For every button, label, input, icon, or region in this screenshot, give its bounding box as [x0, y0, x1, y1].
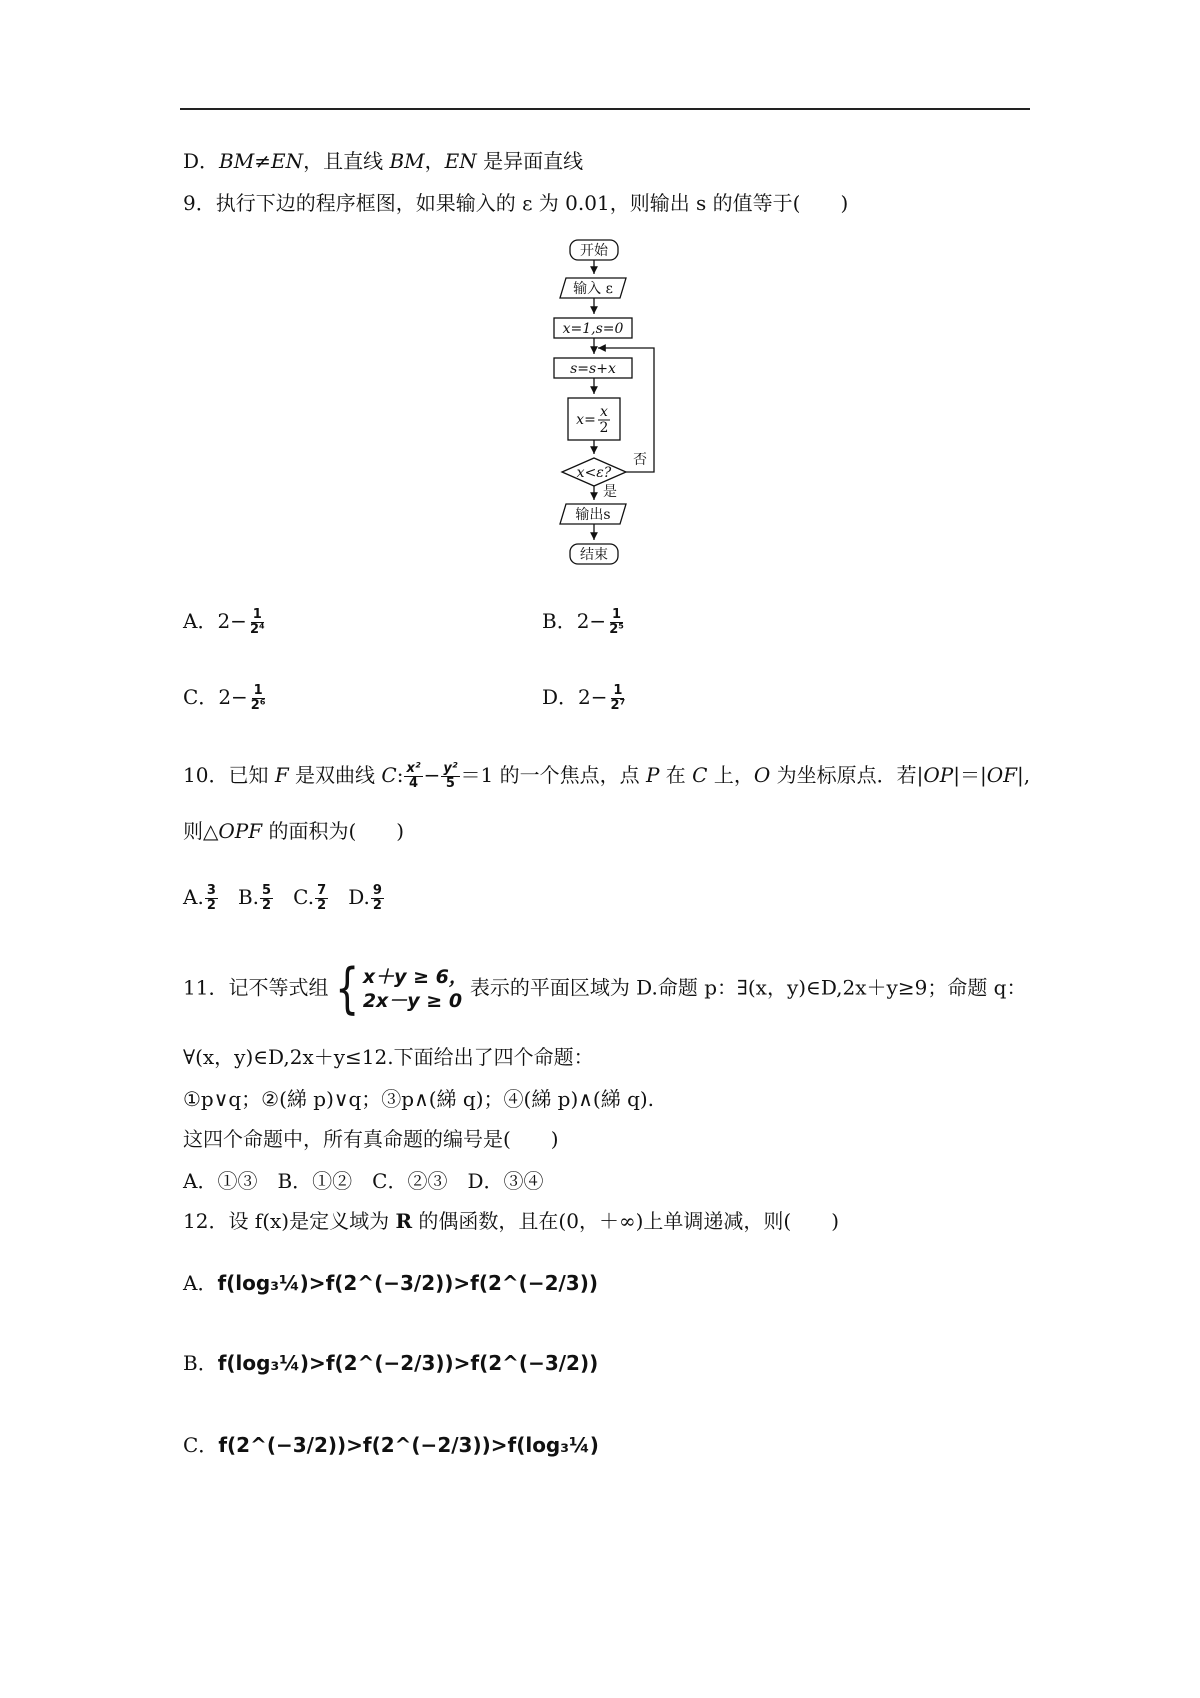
flow-input-text: 输入 ε — [573, 281, 613, 297]
q9-option-a — [183, 608, 268, 637]
text: |＝| — [953, 763, 987, 787]
denominator: 2⁴ — [249, 622, 265, 637]
q11-stem-line1 — [183, 957, 1027, 1020]
flow-update-x-num: x — [600, 404, 608, 420]
text: 是异面直线 — [476, 149, 584, 173]
numerator: y² — [443, 761, 458, 776]
math-text: 2− — [217, 609, 247, 633]
fraction — [315, 884, 328, 913]
math-text: OPF — [218, 819, 263, 843]
fraction — [248, 608, 267, 637]
text: ，且直线 — [303, 149, 390, 173]
option-label: A． — [183, 609, 218, 633]
q11-question: 这四个命题中，所有真命题的编号是( ) — [183, 1127, 559, 1151]
numerator: 9 — [372, 883, 382, 898]
math-expression: f(2^(−3/2))>f(2^(−2/3))>f(log₃¼) — [218, 1433, 599, 1457]
fraction — [404, 762, 422, 791]
numerator: 1 — [612, 607, 622, 622]
option-label: B． — [183, 1351, 218, 1375]
option-label: D. — [348, 885, 370, 909]
q12-option-a — [183, 1270, 598, 1296]
denominator: 2⁶ — [250, 698, 266, 713]
option-label: B． — [542, 609, 577, 633]
flow-yes-label: 是 — [603, 484, 617, 500]
option-label: C． — [183, 1433, 219, 1457]
math-expression: f(log₃¼)>f(2^(−2/3))>f(2^(−3/2)) — [217, 1351, 599, 1375]
text: 表示的平面区域为 D.命题 p：∃(x，y)∈D,2x＋y≥9；命题 q： — [469, 975, 1027, 1000]
math-text: BM — [219, 149, 255, 173]
option-label: D． — [542, 685, 579, 709]
fraction — [205, 884, 218, 913]
math-text: OP — [923, 763, 954, 787]
text: 为坐标原点．若| — [770, 763, 924, 787]
q9-option-c — [183, 684, 269, 713]
text: 上， — [707, 763, 754, 787]
denominator: 5 — [445, 776, 455, 791]
q9-flowchart — [540, 232, 710, 568]
q12-option-c — [183, 1432, 599, 1458]
numerator: 1 — [253, 683, 263, 698]
flow-cond-text: x<ε? — [576, 465, 612, 481]
flow-start-text: 开始 — [580, 243, 608, 259]
inequality-2: 2x－y ≥ 0 — [362, 990, 463, 1012]
denominator: 4 — [409, 776, 419, 791]
fraction — [371, 884, 384, 913]
text: : — [396, 763, 404, 787]
q11-propositions: ①p∨q；②(綈 p)∨q；③p∧(綈 q)；④(綈 p)∧(綈 q). — [183, 1087, 655, 1111]
q9-option-d — [542, 684, 628, 713]
text: 则△ — [183, 819, 219, 843]
text: 的偶函数，且在(0，＋∞)上单调递减，则( ) — [412, 1209, 840, 1233]
q12-option-b — [183, 1350, 598, 1376]
q9-option-b — [542, 608, 627, 637]
math-text: EN — [444, 149, 477, 173]
text: 是双曲线 — [288, 763, 382, 787]
math-symbol: ≠ — [254, 149, 271, 173]
text: 11．记不等式组 — [183, 975, 329, 1000]
q9-stem: 9．执行下边的程序框图，如果输入的 ε 为 0.01，则输出 s 的值等于( ) — [183, 191, 849, 215]
q11-options: A．①③ B．①② C．②③ D．③④ — [183, 1169, 544, 1193]
option-label: A． — [183, 1271, 218, 1295]
math-text: BM — [389, 149, 425, 173]
text: 的面积为( ) — [262, 819, 405, 843]
flow-init-text: x=1,s=0 — [562, 321, 624, 337]
math-text: O — [753, 763, 771, 787]
text: |, — [1016, 763, 1031, 787]
flow-update-x-den: 2 — [599, 420, 609, 436]
math-text: F — [274, 763, 289, 787]
flow-end-text: 结束 — [580, 547, 608, 563]
option-label: C． — [183, 685, 219, 709]
q10-stem-line2 — [183, 818, 404, 844]
brace-symbol: { — [335, 957, 360, 1020]
text: ， — [424, 149, 445, 173]
math-text: C — [692, 763, 708, 787]
denominator: 2⁷ — [610, 698, 626, 713]
math-expression: f(log₃¼)>f(2^(−3/2))>f(2^(−2/3)) — [217, 1271, 598, 1295]
denominator: 2 — [317, 898, 327, 913]
flow-output-text: 输出s — [575, 507, 611, 523]
numerator: 1 — [613, 683, 623, 698]
math-text: EN — [271, 149, 304, 173]
fraction — [441, 762, 459, 791]
math-text: 2− — [578, 685, 608, 709]
fraction — [609, 684, 628, 713]
fraction — [260, 884, 273, 913]
text: 在 — [659, 763, 693, 787]
math-text: 2− — [218, 685, 248, 709]
q8-option-d — [183, 148, 583, 174]
math-text: 2− — [576, 609, 607, 633]
option-label: C. — [293, 885, 315, 909]
text: 12．设 f(x)是定义域为 — [183, 1209, 396, 1233]
math-text: P — [645, 763, 660, 787]
text: ＝1 的一个焦点，点 — [460, 763, 646, 787]
numerator: 5 — [262, 883, 272, 898]
fraction — [607, 608, 626, 637]
inequality-system — [330, 957, 468, 1020]
text: 10．已知 — [183, 763, 275, 787]
math-text: OF — [986, 763, 1017, 787]
denominator: 2 — [372, 898, 382, 913]
option-label: B. — [237, 885, 259, 909]
flow-update-s-text: s=s+x — [570, 361, 616, 377]
q10-stem-line1 — [183, 762, 1030, 791]
denominator: 2 — [262, 898, 272, 913]
flow-no-label: 否 — [633, 452, 647, 468]
inequality-1: x＋y ≥ 6， — [362, 966, 468, 988]
q10-options — [183, 884, 385, 913]
option-label: A. — [183, 885, 204, 909]
q11-stem-line2: ∀(x，y)∈D,2x＋y≤12.下面给出了四个命题： — [183, 1045, 594, 1069]
numerator: 7 — [317, 883, 327, 898]
option-label: D． — [183, 149, 220, 173]
numerator: 1 — [252, 607, 262, 622]
math-text: C — [381, 763, 397, 787]
denominator: 2⁵ — [609, 622, 624, 637]
denominator: 2 — [206, 898, 216, 913]
flow-update-x-lhs: x= — [576, 412, 596, 428]
numerator: 3 — [206, 883, 216, 898]
q12-stem — [183, 1208, 839, 1234]
math-text: R — [395, 1209, 413, 1233]
header-rule — [180, 108, 1030, 110]
numerator: x² — [406, 761, 421, 776]
math-symbol: − — [423, 763, 441, 787]
fraction — [249, 684, 268, 713]
